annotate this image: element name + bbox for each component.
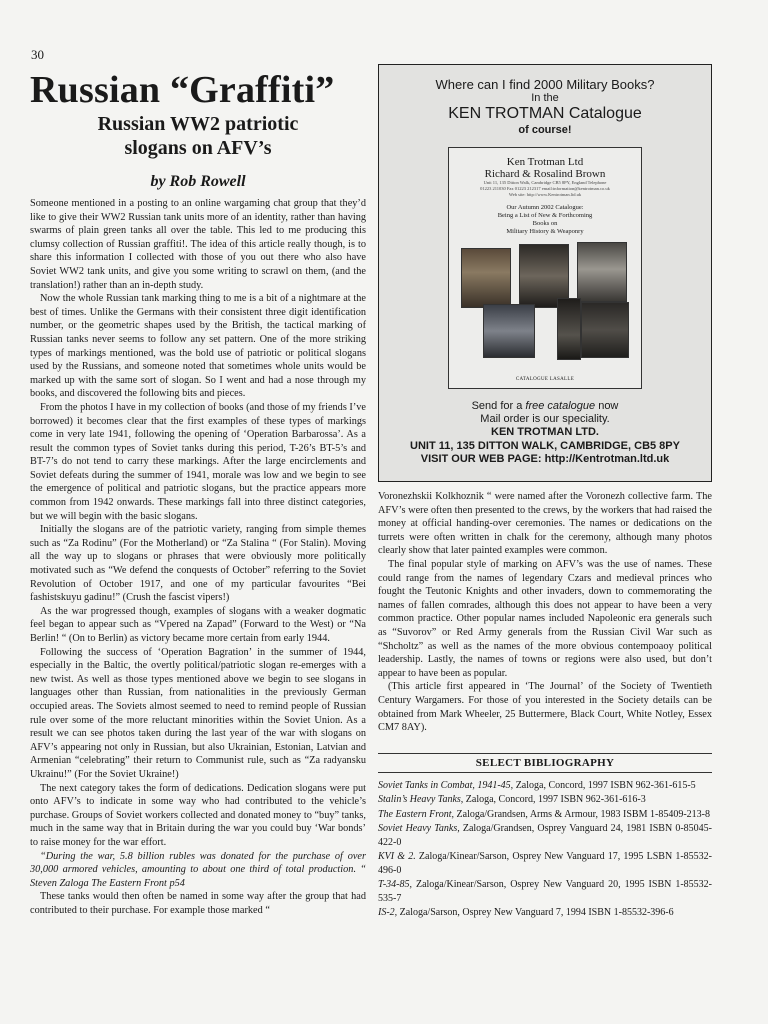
bib-title: KVI & 2. (378, 851, 416, 863)
bib-title: T-34-85, (378, 879, 412, 891)
catalogue-cover-image (448, 147, 642, 389)
book-cover (461, 248, 511, 308)
bibliography-entry (378, 906, 712, 920)
paragraph: (This article first appeared in ‘The Journal’ of the Society of Twentieth Century Wargamers. For those of you interested in the Society details can be obtained from Mark Wheeler, 25 Buttermere, Black Court, White Notley, Essex CM7 8AY). (378, 681, 712, 734)
divider (378, 753, 712, 754)
bibliography-entry (378, 878, 712, 905)
article-subtitle (30, 112, 366, 160)
catalogue-desc-line: Being a List of New & Forthcoming (497, 212, 593, 219)
left-column (30, 64, 366, 917)
catalogue-company: Ken Trotman Ltd (506, 156, 584, 168)
paragraph: Someone mentioned in a posting to an online wargaming chat group that they’d like to give their WW2 Russian tank units more of an identity, rather than having swarms of plain green tanks all over the table. This led to me producing this clumsy collection of Russian graffiti!. The idea of this article really though, is to share this information I collected with those of you out there who also have Soviet WW2 tank units, and give you some writing to scrawl on them, (and the translation!) rather than an in-depth study. (30, 198, 366, 291)
bib-details: Zaloga/Kinear/Sarson, Osprey New Vanguard 17, 1995 LSBN 1-85532-496-0 (378, 851, 712, 876)
bib-details: Zaloga, Concord, 1997 ISBN 962-361-616-3 (463, 794, 646, 806)
advert-send-emphasis: free catalogue (525, 400, 596, 412)
book-cover (557, 298, 581, 360)
advert-of-course: of course! (518, 124, 572, 136)
paragraph: The next category takes the form of dedications. Dedication slogans were put onto AFV’s to indicate in some way who had contributed to the vehicle’s purchase. Groups of Soviet workers collected and donated money to “buy” tanks, much in the same way that in Britain during the war you could buy ‘War bonds’ to raise money for the war effort. (30, 782, 366, 848)
bib-details: Zaloga/Grandsen, Arms & Armour, 1983 ISBM 1-85409-213-8 (454, 808, 710, 820)
advert-question: Where can I find 2000 Military Books? (435, 77, 655, 92)
book-cover (483, 304, 535, 358)
right-column (378, 64, 712, 921)
advert-brand: KEN TROTMAN Catalogue (448, 105, 642, 122)
bib-title: Soviet Heavy Tanks, (378, 823, 460, 835)
bib-title: IS-2, (378, 907, 398, 919)
bib-title: Soviet Tanks in Combat, 1941-45, (378, 779, 514, 791)
catalogue-desc-line: Military History & Weaponry (506, 228, 584, 235)
paragraph: Now the whole Russian tank marking thing to me is a bit of a nightmare at the best of times. Unlike the Germans with their consistent three digit identification number, or the geometric shapes used by the British, the tactical marking of Russian tanks never seems to follow any set pattern. One of the more striking types of markings mentioned, was the bold use of patriotic or political slogans used by the Russians, and someone noted that sometimes whole units would be marked up with the same sort of slogan. So I went and had a nose through my books, and discovered the following bits and pieces. (30, 293, 366, 400)
advert-mail-order: Mail order is our speciality. (480, 413, 610, 425)
catalogue-desc-line: Books on (532, 220, 558, 227)
catalogue-address: Unit 11, 135 Ditton Walk, Cambridge CB5 8PY, England Telephone 01223 211030 Fax 01223 212317 email:information@kentrotman.co.uk Web site: http://www.Kentrotman.ltd.uk (480, 180, 610, 197)
bibliography-entry (378, 779, 712, 793)
catalogue-footer: CATALOGUE LASALLE (515, 377, 575, 382)
book-covers-collage (459, 248, 631, 366)
paragraph: These tanks would then often be named in some way after the group that had contributed to their purchase. For example those marked “ (30, 891, 366, 916)
advert-send-pre: Send for a (471, 400, 526, 412)
bibliography-entry (378, 822, 712, 849)
article-body-continued (378, 490, 712, 735)
ken-trotman-advert (378, 64, 712, 482)
bibliography-list (378, 779, 712, 920)
page-number: 30 (31, 47, 44, 62)
catalogue-desc-line: Our Autumn 2002 Catalogue: (506, 204, 584, 211)
bibliography-entry (378, 850, 712, 877)
advert-address: UNIT 11, 135 DITTON WALK, CAMBRIDGE, CB5 8PY (410, 439, 680, 452)
bibliography-heading: SELECT BIBLIOGRAPHY (475, 756, 615, 769)
bib-details: Zaloga/Grandsen, Osprey Vanguard 24, 1981 ISBN 0-85045-422-0 (378, 823, 712, 848)
subtitle-line-1: Russian WW2 patriotic (97, 113, 299, 135)
paragraph: Initially the slogans are of the patriotic variety, ranging from simple themes such as “Za Rodinu” (For the Motherland) or “Za Stalina “ (For Stalin). Moving all the way up to slogans or phrases that were obviously more politically motivated such as “We defend the conquests of October” referring to the Soviet Revolution of October 1917, and one of my particular favourites “Bei fashistskuyu gadinu!” (Crush the fascist vipers!) (30, 524, 366, 604)
paragraph: Following the success of ‘Operation Bagration’ in the summer of 1944, especially in the Baltic, the overtly political/patriotic slogan re-emerges with a new twist. As well as those types mentioned above we begin to see slogans in languages other than Russian, from nationalities in the previously German occupied areas. The Soviets almost seemed to need to remind people of Russian rule over some of the more reluctant minorities within the Soviet Union. As a result we can see photos taken during the last year of the war with slogans on AFV’s appearing not only in Russian, but also Ukrainian, Estonian, Latvian and Armenian “celebrating” their return to Communist rule, such as “Za radyansku Ukrainu!” (For the Soviet Ukraine!) (30, 646, 366, 780)
bib-details: Zaloga/Sarson, Osprey New Vanguard 7, 1994 ISBN 1-85532-396-6 (397, 907, 674, 919)
advert-company: KEN TROTMAN LTD. (491, 426, 599, 438)
paragraph: From the photos I have in my collection of books (and those of my friends I’ve borrowed) it becomes clear that the first examples of these types of markings come in very late 1941, following the opening of ‘Operation Barbarossa’. As a result the common types of Soviet tanks during this period, T-26’s BT-5’s and BT-7’s do not tend to carry these markings. After the large encirclements and Soviet defeats during the summer of 1941, morale was low and we begin to see the emergence of political and patriotic slogans, but the practice appears more common from 1942 onwards. These markings fall into three distinct categories, but we will begin with the basic slogans. (30, 401, 366, 522)
byline: by Rob Rowell (150, 173, 246, 190)
bib-details: Zaloga/Kinear/Sarson, Osprey New Vanguard 20, 1995 ISBN 1-85532-535-7 (378, 879, 712, 904)
bib-title: The Eastern Front, (378, 808, 455, 820)
advert-web: VISIT OUR WEB PAGE: http://Kentrotman.ltd.uk (420, 453, 670, 465)
book-cover (577, 242, 627, 302)
paragraph: As the war progressed though, examples of slogans with a weaker dogmatic feel began to appear such as “Vpered na Zapad” (Forward to the West) or “Na Berlin! “ (On to Berlin) as victory became more certain from early 1944. (30, 605, 366, 644)
book-cover (581, 302, 629, 358)
bibliography-entry (378, 808, 712, 822)
block-quote: “During the war, 5.8 billion rubles was donated for the purchase of over 30,000 armored vehicles, amounting to about one third of total production. “ Steven Zaloga The Eastern Front p54 (30, 850, 366, 889)
advert-in-the: In the (531, 92, 559, 104)
catalogue-names: Richard & Rosalind Brown (484, 168, 606, 180)
bib-title: Stalin’s Heavy Tanks, (378, 794, 464, 806)
subtitle-line-2: slogans on AFV’s (124, 137, 272, 159)
bibliography-entry (378, 793, 712, 807)
article-body (30, 197, 366, 917)
catalogue-description (449, 204, 641, 236)
article-title: Russian “Graffiti” (30, 69, 335, 111)
bib-details: Zaloga, Concord, 1997 ISBN 962-361-615-5 (513, 779, 696, 791)
divider (378, 772, 712, 773)
paragraph: Voronezhskii Kolkhoznik “ were named after the Voronezh collective farm. The AFV’s were often then presented to the crews, by the workers that had raised the money at official handing-over ceremonies. The names or dedications on the turrets were often written in chalk for the ceremony, although many photos clearly show that later painted examples were common. (378, 491, 712, 557)
advert-send-post: now (595, 400, 619, 412)
advert-send-line (379, 400, 711, 413)
paragraph: The final popular style of marking on AFV’s was the use of names. These could range from the names of legendary Czars and medieval princes who fought the Teutonic Knights and other invaders, down to commemorating the names of fallen comrades, although this does not appear to have been a very common practice. Other popular names included Napoleonic era generals such as “Suvorov” or Red Army generals from the Russian Civil War such as “Shcholtz” as well as the names of the more obvious contempoaoy political leadership. Lastly, the names of towns or regions were also used, but don’t appear to have been as popular. (378, 558, 712, 679)
